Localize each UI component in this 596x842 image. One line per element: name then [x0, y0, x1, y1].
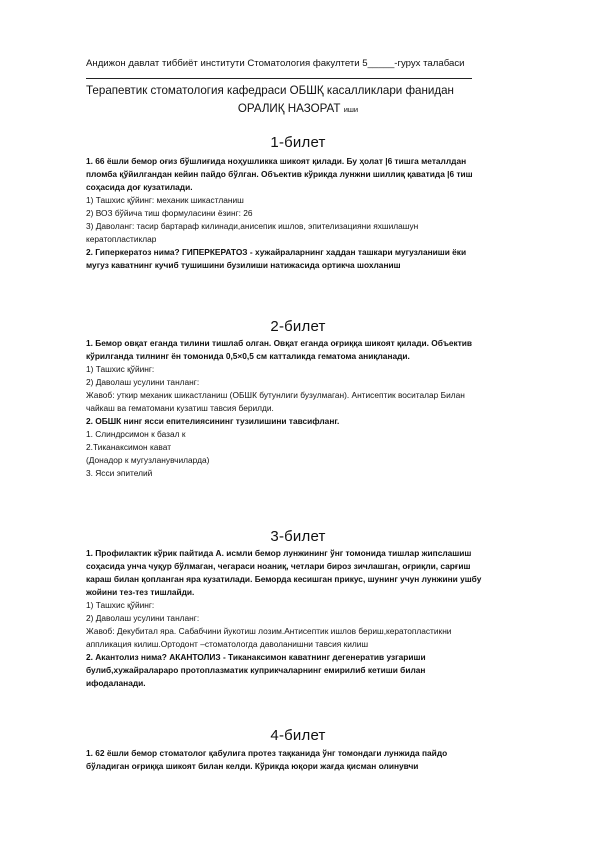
ticket-3-line: 2. Акантолиз нима? АКАНТОЛИЗ - Тиканаксимон каватнинг дегенератив узгариши — [86, 652, 426, 663]
ticket-3-line: караш билан қопланган яра кузатилади. Беморда кесишган прикус, шунинг учун лунжини ушбу — [86, 574, 482, 585]
ticket-1-line: мугуз каватнинг кучиб тушишини бузилиши натижасида ортикча шохланиш — [86, 260, 401, 271]
exam-title-main: ОРАЛИҚ НАЗОРАТ — [237, 102, 341, 115]
ticket-3-body — [86, 547, 526, 691]
ticket-2-body — [86, 337, 526, 481]
ticket-1-title: 1-билет — [270, 134, 326, 151]
ticket-1-line: 1) Ташхис қўйинг: механик шикастланиш — [86, 195, 244, 206]
ticket-2-line: 3. Ясси эпителий — [86, 468, 153, 479]
subject-line: Терапевтик стоматология кафедраси ОБШҚ касалликлари фанидан — [86, 84, 454, 97]
ticket-1-line: 2) ВОЗ бўйича тиш формуласини ёзинг: 26 — [86, 208, 253, 219]
ticket-2-line: 2. ОБШК нинг ясси епителиясининг тузилишини тавсифланг. — [86, 416, 340, 427]
ticket-2-line: (Донадор к мугузланувчиларда) — [86, 455, 210, 466]
ticket-3-line: 1) Ташхис қўйинг: — [86, 600, 155, 611]
ticket-1-line: соҳасида доғ кузатилади. — [86, 182, 193, 193]
ticket-1-line: 3) Даволанг: тасир бартараф килинади,анисепик ишлов, эпителизацияни яхшилашун — [86, 221, 419, 232]
ticket-2-line: 2.Тиканаксимон кават — [86, 442, 172, 453]
ticket-2-line: чайкаш ва гематомани кузатиш тавсия берилди. — [86, 403, 274, 414]
ticket-2-line: 2) Даволаш усулини танланг: — [86, 377, 200, 388]
ticket-2-line: 1) Ташхис қўйинг: — [86, 364, 155, 375]
ticket-1-line: 1. 66 ёшли бемор оғиз бўшлиғида ноҳушликка шикоят қилади. Бу ҳолат |6 тишга металлдан — [86, 156, 467, 166]
ticket-2-line: Жавоб: уткир механик шикастланиш (ОБШК бутунлиги бузулмаган). Антисептик воситалар Билан — [86, 390, 465, 401]
ticket-4-title: 4-билет — [270, 727, 326, 744]
ticket-2-title: 2-билет — [270, 318, 326, 335]
ticket-3-line: 2) Даволаш усулини танланг: — [86, 613, 200, 624]
ticket-2-line: 1. Бемор овқат еганда тилини тишлаб олган. Овқат еганда оғриққа шикоят қилади. Объектив — [86, 338, 473, 348]
ticket-2-line: кўрилганда тилнинг ён томонида 0,5×0,5 см катталикда гематома аниқланади. — [86, 351, 410, 362]
ticket-1-line: пломба қўйилгандан кейин пайдо бўлган. Объектив кўрикда лунжни шиллиқ қаватида |6 тиш — [86, 169, 473, 180]
exam-title-suffix: иши — [343, 105, 359, 114]
ticket-3-line: ифодаланади. — [86, 678, 146, 689]
ticket-3-line: соҳасида унча чуқур бўлмаган, чегараси ноаниқ, четлари бироз зичлашган, оғриқли, сарғиш — [86, 561, 471, 572]
ticket-1-line: кератопластиклар — [86, 234, 157, 245]
ticket-3-line: 1. Профилактик кўрик пайтида А. исмли бемор лунжининг ўнг томонида тишлар жипслашиш — [86, 548, 472, 558]
ticket-4-line: бўладиган оғриққа шикоят билан келди. Кўрикда юқори жағда қисман олинувчи — [86, 761, 419, 772]
ticket-1-body — [86, 155, 526, 272]
ticket-3-line: булиб,хужайралараро протоплазматик куприкчаларнинг емирилиб кетиши билан — [86, 665, 426, 676]
institute-line: Андижон давлат тиббиёт институти Стоматология факултети 5_____-гурух талабаси — [86, 58, 465, 69]
ticket-3-line: аппликация килиш.Ортодонт –стоматологда даволанишни тавсия килиш — [86, 639, 369, 650]
ticket-3-line: Жавоб: Декубитал яра. Сабабчини йукотиш лозим.Антисептик ишлов бериш,кератопластикни — [86, 626, 452, 637]
ticket-3-title: 3-билет — [270, 528, 326, 545]
ticket-2-line: 1. Слиндрсимон к базал к — [86, 429, 186, 440]
ticket-4-body — [86, 747, 526, 773]
ticket-3-line: жойини тез-тез тишлайди. — [86, 587, 195, 598]
exam-title — [0, 102, 596, 115]
ticket-4-line: 1. 62 ёшли бемор стоматолог қабулига протез тақканида ўнг томондаги лунжида пайдо — [86, 748, 448, 758]
name-underline — [86, 78, 472, 79]
ticket-1-line: 2. Гиперкератоз нима? ГИПЕРКЕРАТОЗ - хужайраларнинг хаддан ташкари мугузланиши ёки — [86, 247, 467, 258]
